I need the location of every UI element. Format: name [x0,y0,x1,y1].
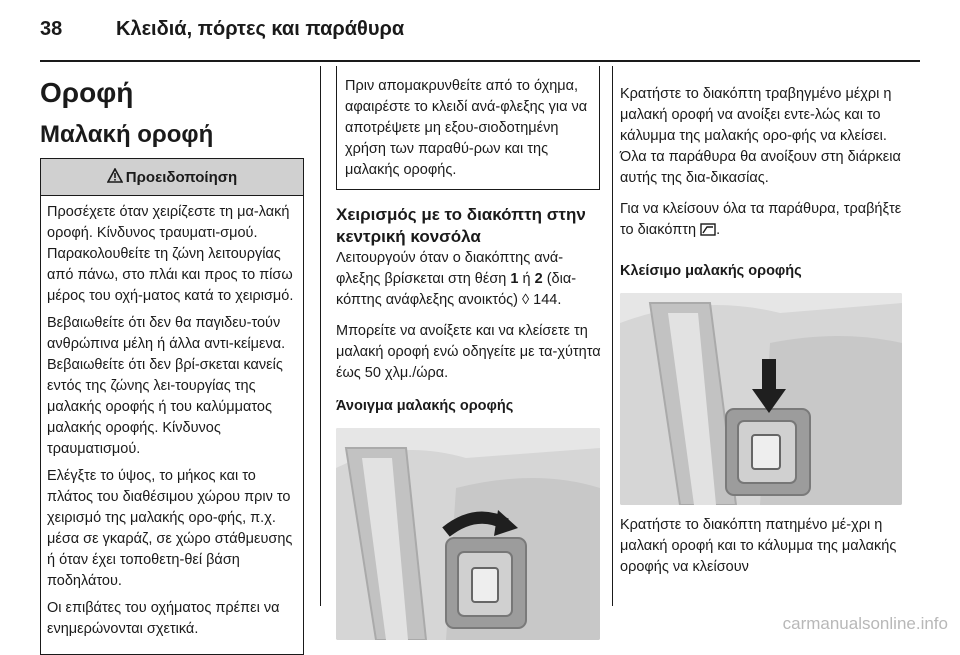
body-paragraph [336,248,604,311]
section-heading: Χειρισμός με το διακόπτη στην κεντρική κονσόλα [336,205,586,246]
column-left [40,66,304,655]
header-rule [40,60,920,62]
subheading-open: Άνοιγμα μαλακής οροφής [336,398,514,414]
body-paragraph: Μπορείτε να ανοίξετε και να κλείσετε τη μαλακή οροφή ενώ οδηγείτε με τα-χύτητα έως 50 χλμ./ώρα. [336,323,601,381]
warning-paragraph: Οι επιβάτες του οχήματος πρέπει να ενημερώνονται σχετικά. [47,600,280,637]
page-reference: ◊ 144. [521,292,562,308]
position-label: 1 [510,271,519,287]
warning-paragraph: Βεβαιωθείτε ότι δεν θα παγιδευ-τούν ανθρώπινα μέλη ή άλλα αντι-κείμενα. Βεβαιωθείτε ότι δεν βρί-σκεται κανείς εντός της ζώνης λει-τουργίας της μαλακής οροφής ή του καλύμματος μαλακής οροφής. Κίνδυνος τραυματισμού. [47,315,286,457]
body-paragraph: Για να κλείσουν όλα τα παράθυρα, τραβήξτε το διακόπτη . [620,199,910,243]
page-header [40,14,920,46]
watermark: carmanualsonline.info [782,614,948,633]
warning-paragraph: Ελέγξτε το ύψος, το μήκος και το πλάτος του διαθέσιμου χώρου πριν το χειρισμό της μαλακής ορο-φής, π.χ. μέσα σε γκαράζ, σε χώρο στάθμευσης ή όταν έχει τοποθετη-θεί βάση ποδηλάτου. [47,468,293,589]
column-divider [320,66,321,606]
column-divider [612,66,613,606]
warning-paragraph: Προσέχετε όταν χειρίζεστε τη μα-λακή οροφή. Κίνδυνος τραυματι-σμού. Παρακολουθείτε τη ζώνη λειτουργίας από πάνω, στο πλάι και προς το πίσω μέρος του οχή-ματος κατά το χειρισμό. [47,204,294,304]
section-title: Οροφή [40,77,134,108]
column-right [620,66,910,588]
warning-title: Προειδοποίηση [125,168,238,186]
position-label: 2 [534,271,543,287]
text-run: ή [518,271,535,287]
console-illustration [336,428,600,640]
warning-header [41,159,303,196]
body-paragraph: Κρατήστε το διακόπτη πατημένο μέ-χρι η μαλακή οροφή και το κάλυμμα της μαλακής οροφής να κλείσουν [620,517,897,575]
warning-continuation-box [336,66,600,190]
figure-close-roof [620,293,902,505]
window-switch-icon [700,222,716,243]
page-number: 38 [40,18,63,40]
warning-continuation-text: Πριν απομακρυνθείτε από το όχημα, αφαιρέστε το κλειδί ανά-φλεξης για να αποτρέψετε μη εξου-σιοδοτημένη χρήση των παραθύ-ρων και της μαλακής οροφής. [345,78,588,178]
column-middle [336,66,604,640]
text-run: Λειτουργούν όταν ο διακόπτης ανά-φλεξης βρίσκεται στη θέση [336,250,564,287]
text-run: (δια-κόπτης ανάφλεξης ανοικτός) [336,271,577,308]
warning-box [40,158,304,655]
text-run: Για να κλείσουν όλα τα παράθυρα, τραβήξτε το διακόπτη [620,201,902,238]
warning-body [41,196,303,654]
sub-title: Μαλακή οροφή [40,121,214,148]
console-illustration [620,293,902,505]
chapter-title: Κλειδιά, πόρτες και παράθυρα [116,18,405,40]
body-paragraph: Κρατήστε το διακόπτη τραβηγμένο μέχρι η μαλακή οροφή να ανοίξει εντε-λώς και το κάλυμμα της μαλακής ορο-φής να κλείσει. Όλα τα παράθυρα θα ανοίξουν στη διάρκεια αυτής της δια-δικασίας. [620,86,901,186]
subheading-close: Κλείσιμο μαλακής οροφής [620,263,802,279]
figure-open-roof [336,428,600,640]
warning-triangle-icon [107,168,123,187]
